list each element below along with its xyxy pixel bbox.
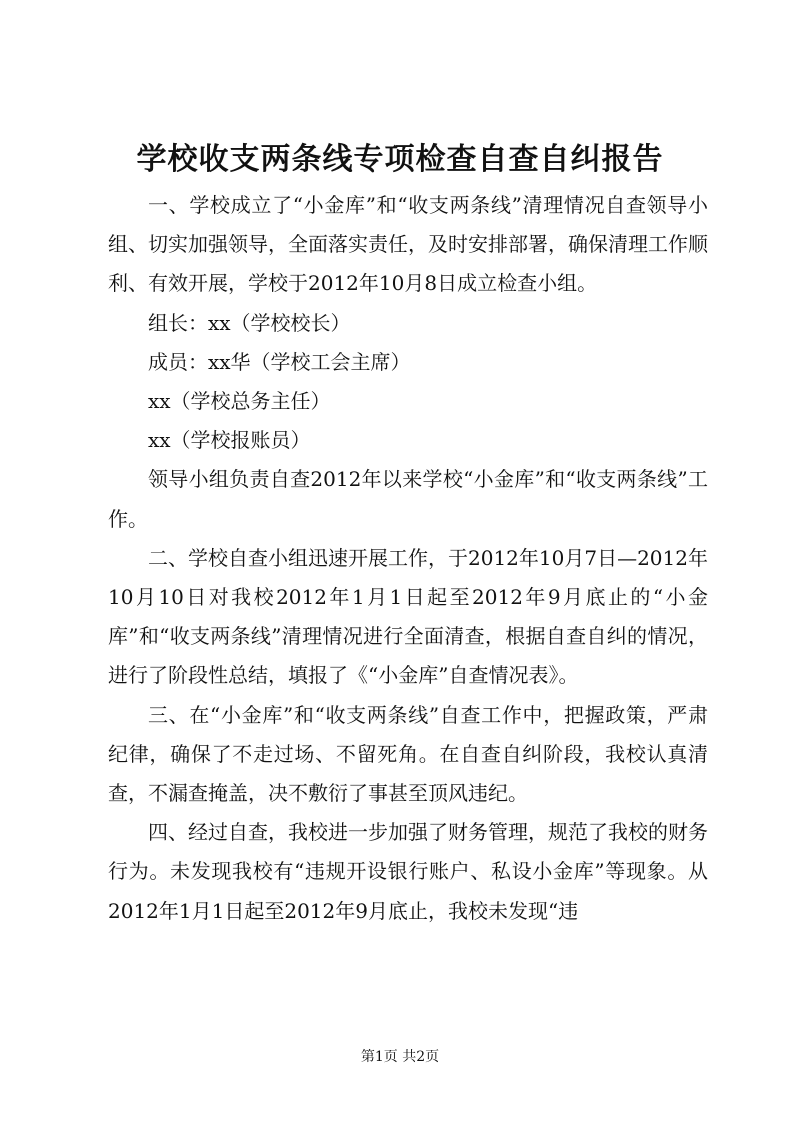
document-title: 学校收支两条线专项检查自查自纠报告 [136, 142, 664, 177]
paragraph-3: 三、在“小金库”和“收支两条线”自查工作中，把握政策，严肃纪律，确保了不走过场、不留死角。在自查自纠阶段，我校认真清查，不漏查掩盖，决不敷衍了事甚至顶风违纪。 [108, 702, 708, 806]
paragraph-members: 成员：xx华（学校工会主席） [148, 349, 411, 374]
paragraph-member-2: xx（学校总务主任） [148, 389, 331, 414]
paragraph-member-3: xx（学校报账员） [148, 428, 311, 453]
paragraph-scope: 领导小组负责自查2012年以来学校“小金库”和“收支两条线”工作。 [108, 467, 708, 531]
document-body [108, 186, 708, 931]
paragraph-4: 四、经过自查，我校进一步加强了财务管理，规范了我校的财务行为。未发现我校有“违规开设银行账户、私设小金库”等现象。从2012年1月1日起至2012年9月底止，我校未发现“违 [108, 820, 708, 923]
paragraph-2: 二、学校自查小组迅速开展工作，于2012年10月7日—2012年10月10日对我校2012年1月1日起至2012年9月底止的“小金库”和“收支两条线”清理情况进行全面清查，根据自查自纠的情况，进行了阶段性总结，填报了《“小金库”自查情况表》。 [108, 545, 708, 688]
paragraph-1: 一、学校成立了“小金库”和“收支两条线”清理情况自查领导小组、切实加强领导，全面落实责任，及时安排部署，确保清理工作顺利、有效开展，学校于2012年10月8日成立检查小组。 [108, 193, 708, 296]
page-number-footer: 第1页 共2页 [360, 1049, 440, 1065]
paragraph-leader: 组长：xx（学校校长） [148, 310, 351, 335]
